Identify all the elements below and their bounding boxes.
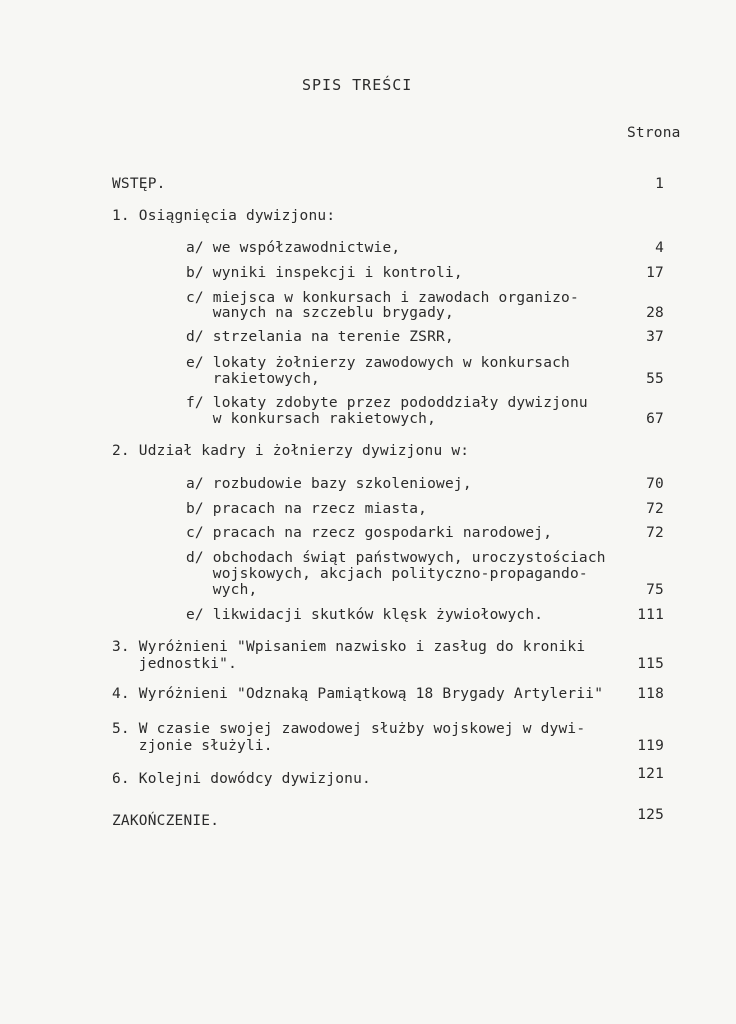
section-2-label: 2. Udział kadry i żołnierzy dywizjonu w: <box>112 443 470 459</box>
toc-entry-page: 28 <box>646 305 664 321</box>
toc-entry-text-continued: wych, <box>186 582 258 598</box>
section-5-text-continued: zjonie służyli. <box>112 738 273 754</box>
toc-entry-text-continued: rakietowych, <box>186 371 320 387</box>
section-4-page: 118 <box>637 686 664 702</box>
section-6-text: 6. Kolejni dowódcy dywizjonu. <box>112 771 371 787</box>
section-5-page: 119 <box>637 738 664 754</box>
section-5-text: 5. W czasie swojej zawodowej służby wojskowej w dywi- <box>112 721 586 737</box>
toc-entry-page: 111 <box>637 607 664 623</box>
toc-entry-page: 67 <box>646 411 664 427</box>
toc-entry-page: 37 <box>646 329 664 345</box>
toc-entry-text: b/ pracach na rzecz miasta, <box>186 501 428 517</box>
toc-entry-text: b/ wyniki inspekcji i kontroli, <box>186 265 463 281</box>
toc-entry-text: e/ likwidacji skutków klęsk żywiołowych. <box>186 607 544 623</box>
section-1-label: 1. Osiągnięcia dywizjonu: <box>112 208 336 224</box>
toc-entry-text: c/ miejsca w konkursach i zawodach organizo- <box>186 290 579 306</box>
toc-entry-text: c/ pracach na rzecz gospodarki narodowej, <box>186 525 553 541</box>
toc-entry-text: f/ lokaty zdobyte przez pododdziały dywizjonu <box>186 395 588 411</box>
toc-entry-page: 72 <box>646 525 664 541</box>
page-column-header: Strona <box>627 125 681 141</box>
toc-entry-text: d/ obchodach świąt państwowych, uroczystościach <box>186 550 606 566</box>
section-3-text: 3. Wyróżnieni "Wpisaniem nazwisko i zasług do kroniki <box>112 639 586 655</box>
ending-page: 125 <box>637 807 664 823</box>
toc-entry-page: 55 <box>646 371 664 387</box>
page-title: SPIS TREŚCI <box>302 76 413 94</box>
toc-entry-page: 70 <box>646 476 664 492</box>
intro-label: WSTĘP. <box>112 176 166 192</box>
toc-entry-page: 17 <box>646 265 664 281</box>
toc-entry-text-continued: wanych na szczeblu brygady, <box>186 305 454 321</box>
section-6-page: 121 <box>637 766 664 782</box>
toc-entry-text: a/ rozbudowie bazy szkoleniowej, <box>186 476 472 492</box>
toc-entry-text-continued: wojskowych, akcjach polityczno-propagando- <box>186 566 588 582</box>
toc-entry-text: e/ lokaty żołnierzy zawodowych w konkursach <box>186 355 570 371</box>
section-3-text-continued: jednostki". <box>112 656 238 672</box>
section-4-text: 4. Wyróżnieni "Odznaką Pamiątkową 18 Brygady Artylerii" <box>112 686 604 702</box>
intro-page: 1 <box>655 176 664 192</box>
section-3-page: 115 <box>637 656 664 672</box>
toc-entry-page: 75 <box>646 582 664 598</box>
ending-label: ZAKOŃCZENIE. <box>112 813 220 829</box>
toc-entry-page: 72 <box>646 501 664 517</box>
toc-entry-text: d/ strzelania na terenie ZSRR, <box>186 329 454 345</box>
toc-entry-page: 4 <box>655 240 664 256</box>
toc-entry-text: a/ we współzawodnictwie, <box>186 240 401 256</box>
toc-entry-text-continued: w konkursach rakietowych, <box>186 411 437 427</box>
